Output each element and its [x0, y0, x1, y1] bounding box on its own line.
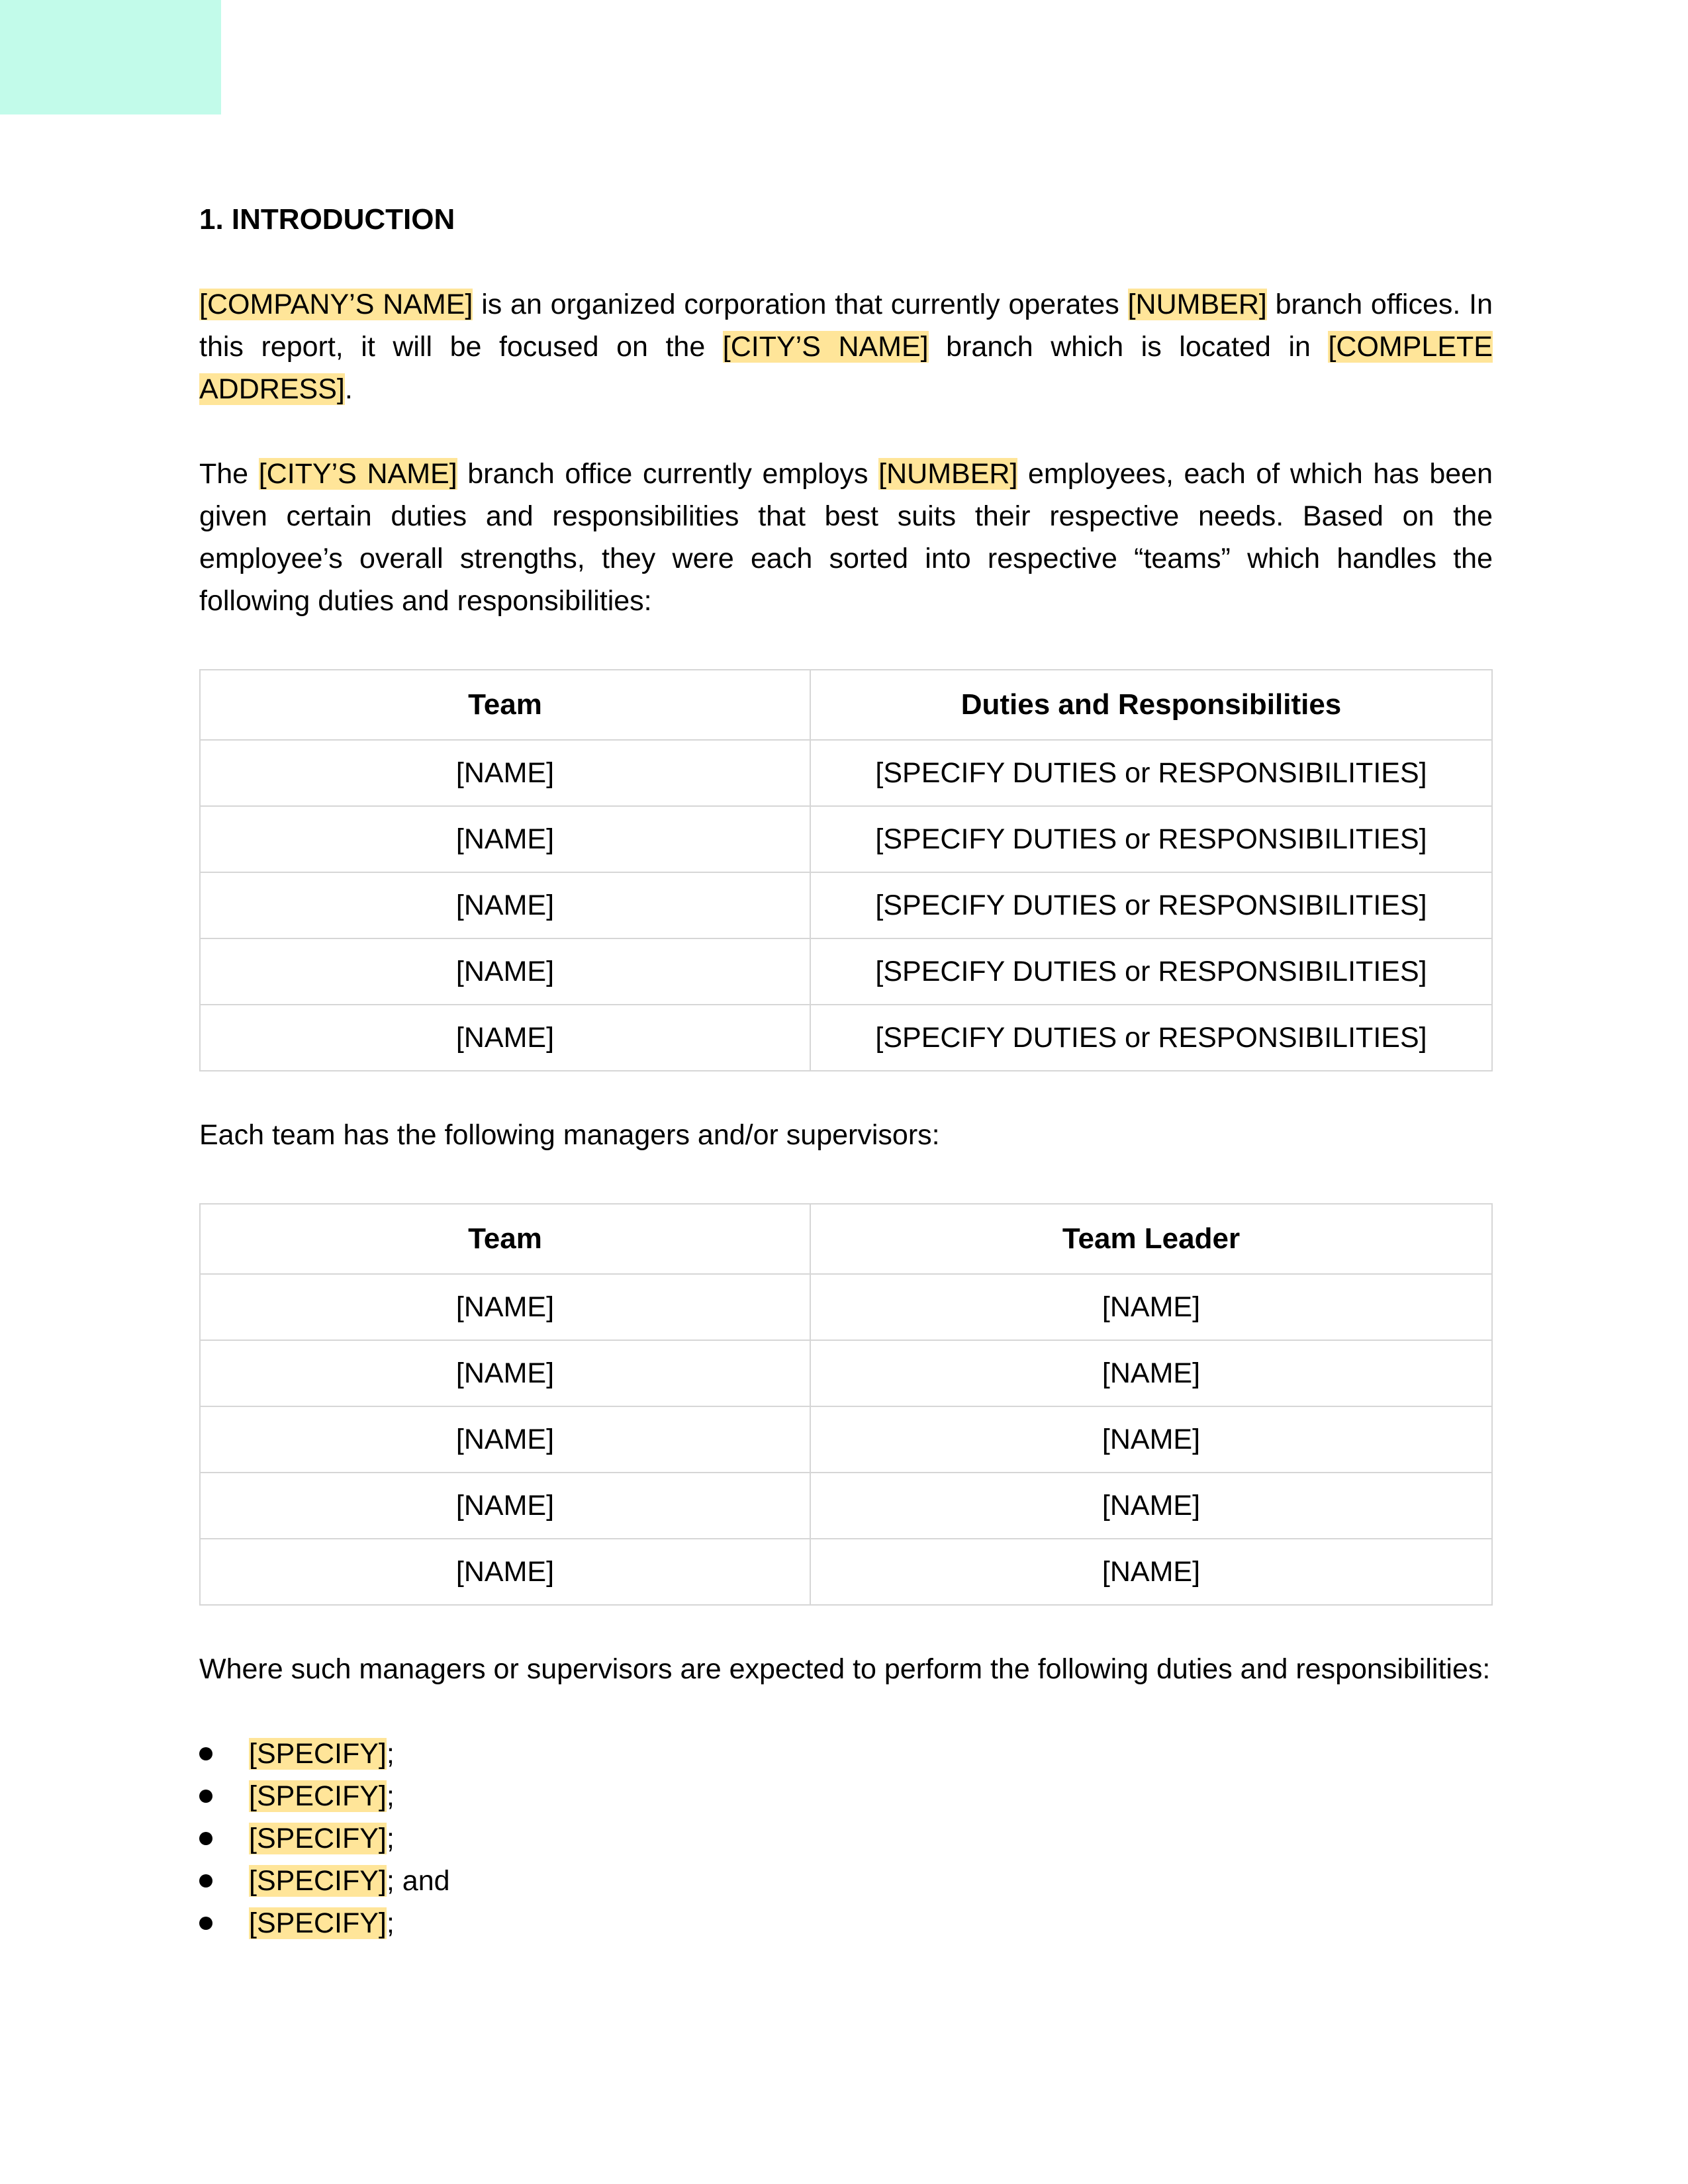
text-run: branch offices. In this report, it will be focused on the — [199, 289, 1493, 363]
table-row — [200, 806, 1492, 872]
text-run: branch office currently employs — [457, 458, 879, 490]
table-header-row — [200, 670, 1492, 740]
specify-placeholder: [SPECIFY] — [249, 1823, 387, 1854]
table-cell: [NAME] — [810, 1406, 1492, 1473]
column-header: Team Leader — [810, 1204, 1492, 1274]
table-cell: [NAME] — [810, 1340, 1492, 1406]
column-header: Team — [200, 1204, 810, 1274]
address-placeholder: [COMPLETE ADDRESS] — [199, 331, 1493, 405]
specify-placeholder: [SPECIFY] — [249, 1738, 387, 1770]
table-cell: [NAME] — [810, 1473, 1492, 1539]
text-run: is an organized corporation that currently operates — [473, 289, 1128, 320]
intro-paragraph — [199, 283, 1493, 410]
branch-count-placeholder: [NUMBER] — [1127, 289, 1267, 320]
table-cell: [NAME] — [200, 1473, 810, 1539]
table-cell: [NAME] — [200, 938, 810, 1005]
table-cell: [NAME] — [200, 1406, 810, 1473]
table-cell: [SPECIFY DUTIES or RESPONSIBILITIES] — [810, 938, 1492, 1005]
table-row — [200, 1539, 1492, 1605]
city-name-placeholder: [CITY’S NAME] — [258, 458, 457, 490]
bullet-icon — [199, 1917, 212, 1930]
document-body — [199, 199, 1493, 1944]
text-run: branch which is located in — [928, 331, 1329, 363]
bullet-icon — [199, 1747, 212, 1760]
section-heading: 1. INTRODUCTION — [199, 203, 455, 236]
employee-count-placeholder: [NUMBER] — [878, 458, 1018, 490]
manager-duties-list — [199, 1733, 1493, 1944]
table-cell: [SPECIFY DUTIES or RESPONSIBILITIES] — [810, 1005, 1492, 1071]
manager-duties-paragraph: Where such managers or supervisors are expected to perform the following duties and responsibilities: — [199, 1653, 1491, 1685]
table-cell: [NAME] — [810, 1539, 1492, 1605]
list-item-suffix: ; — [386, 1823, 395, 1854]
column-header: Team — [200, 670, 810, 740]
bullet-icon — [199, 1790, 212, 1803]
city-name-placeholder: [CITY’S NAME] — [722, 331, 929, 363]
column-header: Duties and Responsibilities — [810, 670, 1492, 740]
table-row — [200, 1274, 1492, 1340]
list-item — [199, 1817, 1493, 1860]
specify-placeholder: [SPECIFY] — [249, 1865, 387, 1897]
duties-table — [199, 669, 1493, 1071]
table-header-row — [200, 1204, 1492, 1274]
employees-paragraph — [199, 453, 1493, 622]
table-row — [200, 1406, 1492, 1473]
list-item — [199, 1775, 1493, 1817]
table-row — [200, 872, 1492, 938]
table-cell: [NAME] — [200, 1340, 810, 1406]
table-cell: [NAME] — [200, 1274, 810, 1340]
list-item-suffix: ; — [386, 1907, 395, 1939]
specify-placeholder: [SPECIFY] — [249, 1780, 387, 1812]
table-cell: [NAME] — [200, 872, 810, 938]
list-item-suffix: ; — [386, 1738, 395, 1770]
bullet-icon — [199, 1874, 212, 1888]
list-item — [199, 1733, 1493, 1775]
table-row — [200, 740, 1492, 806]
table-cell: [NAME] — [200, 740, 810, 806]
table-row — [200, 1473, 1492, 1539]
list-item — [199, 1902, 1493, 1944]
table-row — [200, 1005, 1492, 1071]
text-run: The — [199, 458, 259, 490]
list-item-suffix: ; — [386, 1780, 395, 1812]
text-run: . — [344, 373, 353, 405]
table-cell: [NAME] — [200, 1005, 810, 1071]
corner-accent-block — [0, 0, 221, 114]
specify-placeholder: [SPECIFY] — [249, 1907, 387, 1939]
bullet-icon — [199, 1832, 212, 1845]
text-run: employees, each of which has been given certain duties and responsibilities that best suits their respective needs. Based on the employee’s overall strengths, they were each sorted into respective “teams” which handles the following duties and responsibilities: — [199, 458, 1493, 617]
table-cell: [SPECIFY DUTIES or RESPONSIBILITIES] — [810, 740, 1492, 806]
list-item-suffix: ; and — [386, 1865, 450, 1897]
table-row — [200, 1340, 1492, 1406]
table-cell: [NAME] — [810, 1274, 1492, 1340]
managers-intro-paragraph: Each team has the following managers and/or supervisors: — [199, 1119, 940, 1151]
company-name-placeholder: [COMPANY’S NAME] — [199, 289, 473, 320]
table-cell: [SPECIFY DUTIES or RESPONSIBILITIES] — [810, 806, 1492, 872]
table-row — [200, 938, 1492, 1005]
table-cell: [NAME] — [200, 806, 810, 872]
team-leaders-table — [199, 1203, 1493, 1606]
table-cell: [NAME] — [200, 1539, 810, 1605]
list-item — [199, 1860, 1493, 1902]
table-cell: [SPECIFY DUTIES or RESPONSIBILITIES] — [810, 872, 1492, 938]
